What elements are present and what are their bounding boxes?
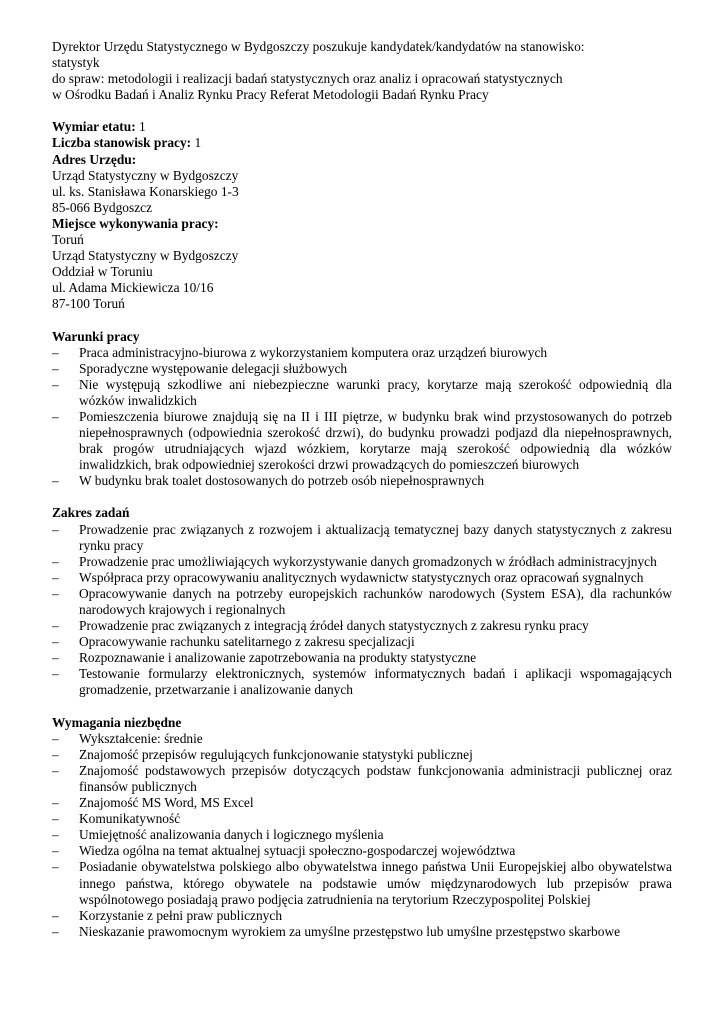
list-item-text: Współpraca przy opracowywaniu analitycznych wydawnictw statystycznych oraz opracowań sygnalnych: [79, 569, 644, 585]
list-item-text: Umiejętność analizowania danych i logicznego myślenia: [79, 827, 384, 843]
section-title: Warunki pracy: [52, 328, 140, 344]
dash-bullet: –: [52, 634, 59, 650]
list-item-text: W budynku brak toalet dostosowanych do potrzeb osób niepełnosprawnych: [79, 473, 485, 489]
list-item: [52, 763, 672, 795]
list-item: [52, 377, 672, 409]
list-item-text: Prowadzenie prac związanych z rozwojem i aktualizacją tematycznej bazy danych statystycznych z zakresu rynku pracy: [79, 521, 672, 553]
list-item-text: Znajomość przepisów regulujących funkcjonowanie statystyki publicznej: [79, 746, 473, 762]
section-list: [52, 345, 672, 490]
dash-bullet: –: [52, 746, 59, 762]
job-posting-document: [52, 39, 672, 940]
list-item-text: Pomieszczenia biurowe znajdują się na II i III piętrze, w budynku brak wind przystosowanych do potrzeb niepełnosprawnych (odpowiednia szerokość drzwi), do budynku prowadzi podjazd dla niepełnosprawnych, brak progów utrudniających wjazd wózkiem, korytarze mają szerokość odpowiednią dla wózków inwalidzkich, brak odpowiedniej szerokości drzwi prowadzących do pomieszczeń biurowych: [79, 408, 672, 473]
liczba-stanowisk-value: 1: [191, 135, 202, 151]
spacer: [52, 103, 672, 119]
list-item-text: Sporadyczne występowanie delegacji służbowych: [79, 360, 348, 376]
dash-bullet: –: [52, 618, 59, 634]
dash-bullet: –: [52, 376, 59, 392]
adres-urzedu-label: Adres Urzędu:: [52, 151, 137, 167]
miejsce-line: Urząd Statystyczny w Bydgoszczy: [52, 248, 239, 264]
miejsce-line: ul. Adama Mickiewicza 10/16: [52, 280, 214, 296]
list-item: [52, 747, 672, 763]
adres-line: 85-066 Bydgoszcz: [52, 199, 153, 215]
list-item: [52, 924, 672, 940]
list-item: [52, 827, 672, 843]
list-item-text: Opracowywanie danych na potrzeby europejskich rachunków narodowych (System ESA), dla rachunków narodowych krajowych i regionalnych: [79, 585, 672, 617]
list-item-text: Testowanie formularzy elektronicznych, systemów informatycznych badań i aplikacji wspomagających gromadzenie, przetwarzanie i analizowanie danych: [79, 666, 672, 698]
section-title: Zakres zadań: [52, 505, 130, 521]
list-item-text: Prowadzenie prac umożliwiających wykorzystywanie danych gromadzonych w źródłach administracyjnych: [79, 553, 657, 569]
dash-bullet: –: [52, 859, 59, 875]
adres-line: Urząd Statystyczny w Bydgoszczy: [52, 167, 239, 183]
wymiar-etatu-row: [52, 119, 672, 135]
list-item: [52, 570, 672, 586]
dash-bullet: –: [52, 811, 59, 827]
posting-details: [52, 119, 672, 312]
list-item-text: Posiadanie obywatelstwa polskiego albo obywatelstwa innego państwa Unii Europejskiej albo obywatelstwa innego państwa, którego obywatele na podstawie umów międzynarodowych lub przepisów prawa wspólnotowego posiadają prawo podjęcia zatrudnienia na terytorium Rzeczypospolitej Polskiej: [79, 859, 672, 907]
dash-bullet: –: [52, 762, 59, 778]
dash-bullet: –: [52, 795, 59, 811]
list-item: [52, 843, 672, 859]
list-item: [52, 859, 672, 907]
list-item-text: Praca administracyjno-biurowa z wykorzystaniem komputera oraz urządzeń biurowych: [79, 344, 548, 360]
list-item: [52, 795, 672, 811]
list-item: [52, 731, 672, 747]
posting-header: [52, 39, 672, 103]
list-item: [52, 409, 672, 473]
list-item: [52, 811, 672, 827]
list-item-text: Nie występują szkodliwe ani niebezpieczne warunki pracy, korytarze mają szerokość odpowiednią dla wózków inwalidzkich: [79, 376, 672, 408]
miejsce-line: 87-100 Toruń: [52, 296, 125, 312]
dash-bullet: –: [52, 923, 59, 939]
posting-sections: [52, 313, 672, 940]
dash-bullet: –: [52, 521, 59, 537]
dash-bullet: –: [52, 827, 59, 843]
miejsce-pracy-label: Miejsce wykonywania pracy:: [52, 215, 219, 231]
list-item-text: Znajomość podstawowych przepisów dotyczących podstaw funkcjonowania administracji publicznej oraz finansów publicznych: [79, 762, 672, 794]
dash-bullet: –: [52, 344, 59, 360]
list-item: [52, 618, 672, 634]
dash-bullet: –: [52, 569, 59, 585]
header-line: w Ośrodku Badań i Analiz Rynku Pracy Referat Metodologii Badań Rynku Pracy: [52, 87, 489, 103]
dash-bullet: –: [52, 473, 59, 489]
list-item: [52, 586, 672, 618]
miejsce-line: Toruń: [52, 232, 84, 248]
list-item-text: Komunikatywność: [79, 811, 181, 827]
adres-line: ul. ks. Stanisława Konarskiego 1-3: [52, 183, 239, 199]
dash-bullet: –: [52, 666, 59, 682]
liczba-stanowisk-row: [52, 135, 672, 151]
list-item: [52, 522, 672, 554]
list-item-text: Znajomość MS Word, MS Excel: [79, 795, 254, 811]
list-item-text: Wiedza ogólna na temat aktualnej sytuacji społeczno-gospodarczej województwa: [79, 843, 516, 859]
list-item: [52, 473, 672, 489]
list-item-text: Prowadzenie prac związanych z integracją źródeł danych statystycznych z zakresu rynku pracy: [79, 618, 589, 634]
list-item-text: Nieskazanie prawomocnym wyrokiem za umyślne przestępstwo lub umyślne przestępstwo skarbowe: [79, 923, 621, 939]
dash-bullet: –: [52, 408, 59, 424]
section-list: [52, 731, 672, 940]
wymiar-etatu-label: Wymiar etatu:: [52, 119, 136, 135]
list-item-text: Wykształcenie: średnie: [79, 730, 203, 746]
dash-bullet: –: [52, 843, 59, 859]
spacer: [52, 699, 672, 715]
liczba-stanowisk-label: Liczba stanowisk pracy:: [52, 135, 192, 151]
list-item-text: Opracowywanie rachunku satelitarnego z zakresu specjalizacji: [79, 634, 415, 650]
header-line: Dyrektor Urzędu Statystycznego w Bydgoszczy poszukuje kandydatek/kandydatów na stanowisko:: [52, 39, 585, 54]
dash-bullet: –: [52, 730, 59, 746]
dash-bullet: –: [52, 585, 59, 601]
spacer: [52, 489, 672, 505]
header-line: statystyk: [52, 55, 100, 71]
dash-bullet: –: [52, 907, 59, 923]
section-title: Wymagania niezbędne: [52, 714, 182, 730]
dash-bullet: –: [52, 360, 59, 376]
section-list: [52, 522, 672, 699]
list-item-text: Korzystanie z pełni praw publicznych: [79, 907, 283, 923]
list-item-text: Rozpoznawanie i analizowanie zapotrzebowania na produkty statystyczne: [79, 650, 477, 666]
list-item: [52, 361, 672, 377]
dash-bullet: –: [52, 553, 59, 569]
wymiar-etatu-value: 1: [135, 119, 146, 135]
header-line: do spraw: metodologii i realizacji badań statystycznych oraz analiz i opracowań statystycznych: [52, 71, 563, 87]
list-item: [52, 634, 672, 650]
miejsce-line: Oddział w Toruniu: [52, 264, 153, 280]
list-item: [52, 650, 672, 666]
spacer: [52, 313, 672, 329]
list-item: [52, 666, 672, 698]
list-item: [52, 908, 672, 924]
dash-bullet: –: [52, 650, 59, 666]
list-item: [52, 554, 672, 570]
list-item: [52, 345, 672, 361]
